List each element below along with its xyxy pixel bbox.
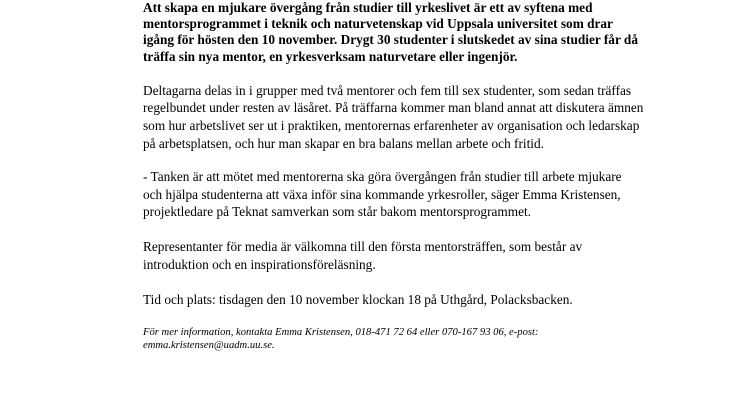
lead-paragraph: Att skapa en mjukare övergång från studier till yrkeslivet är ett av syftena med mentorsprogrammet i teknik och naturvetenskap vid Uppsala universitet som drar igång för hösten den 10 november. Drygt 30 studenter i slutskedet av sina studier får då träffa sin nya mentor, en yrkesverksam naturvetare eller ingenjör. bbox=[143, 0, 638, 64]
body-paragraph-groups: Deltagarna delas in i grupper med två mentorer och fem till sex studenter, som sedan träffas regelbundet under resten av läsåret. På träffarna kommer man bland annat att diskutera ämnen som hur arbetslivet ser ut i praktiken, mentorernas erfarenheter av organisation och ledarskap på arbetsplatsen, och hur man skapar en bra balans mellan arbete och fritid. bbox=[143, 82, 644, 151]
body-paragraph-time-place: Tid och plats: tisdagen den 10 november klockan 18 på Uthgård, Polacksbacken. bbox=[143, 292, 573, 308]
body-paragraph-quote: - Tanken är att mötet med mentorerna ska göra övergången från studier till arbete mjukare och hjälpa studenterna att växa inför sina kommande yrkesroller, säger Emma Kristensen, projektledare på Teknat samverkan som står bakom mentorsprogrammet. bbox=[143, 169, 622, 220]
press-release-document bbox=[143, 0, 688, 353]
contact-information: För mer information, kontakta Emma Kristensen, 018-471 72 64 eller 070-167 93 06, e-post: emma.kristensen@uadm.uu.se. bbox=[143, 326, 539, 352]
body-paragraph-media: Representanter för media är välkomna till den första mentorsträffen, som består av introduktion och en inspirationsföreläsning. bbox=[143, 238, 583, 272]
